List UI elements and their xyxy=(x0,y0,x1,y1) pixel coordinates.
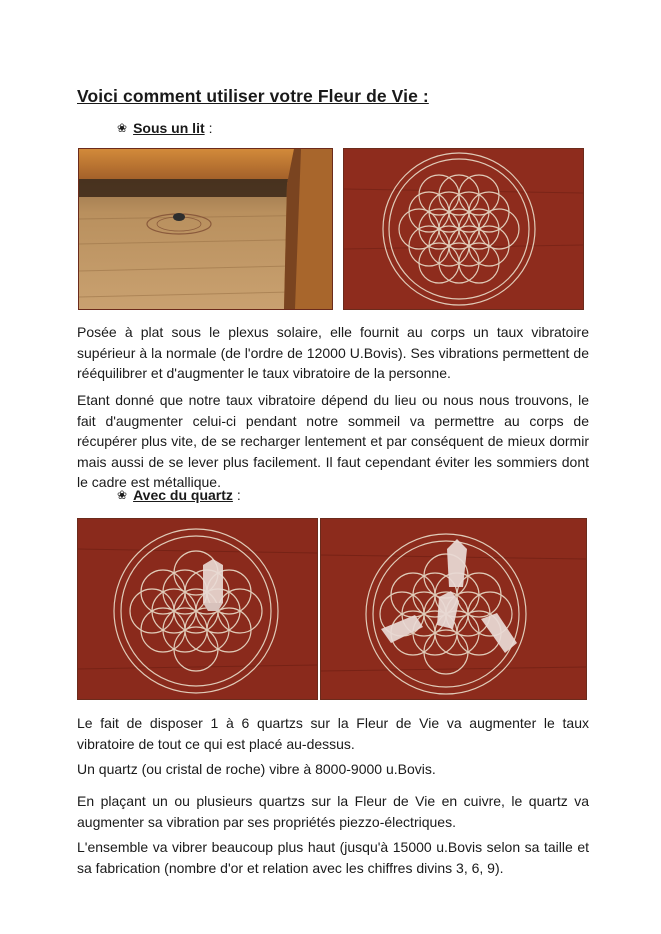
section-colon: : xyxy=(208,120,213,136)
flower-bullet-icon: ❀ xyxy=(117,121,128,135)
paragraph: Etant donné que notre taux vibratoire dépend du lieu ou nous nous trouvons, le fait d'augmenter celui-ci pendant notre sommeil va permettre au corps de récupérer plus vite, de se recharger lentement et par conséquent de mieux dormir mais aussi de se lever plus facilement. Il faut cependant éviter les sommiers dont le cadre est métallique. xyxy=(77,392,589,490)
paragraph: Le fait de disposer 1 à 6 quartzs sur la Fleur de Vie va augmenter le taux vibratoire de tout ce qui est placé au-dessus. xyxy=(77,715,589,752)
paragraph: L'ensemble va vibrer beaucoup plus haut (jusqu'à 15000 u.Bovis selon sa taille et sa fabrication (nombre d'or et relation avec les chiffres divins 3, 6, 9). xyxy=(77,839,589,876)
page-title: Voici comment utiliser votre Fleur de Vie : xyxy=(77,86,429,106)
photo-flower-of-life-closeup xyxy=(344,149,583,309)
flower-bullet-icon: ❀ xyxy=(117,488,128,502)
paragraph: Un quartz (ou cristal de roche) vibre à 8000-9000 u.Bovis. xyxy=(77,761,436,777)
photo-three-quartz xyxy=(321,519,586,699)
section-heading-sous-un-lit xyxy=(117,120,213,136)
section-heading-avec-du-quartz xyxy=(117,487,241,503)
photo-under-bed xyxy=(79,149,332,309)
section-colon: : xyxy=(236,487,241,503)
paragraph: En plaçant un ou plusieurs quartzs sur la Fleur de Vie en cuivre, le quartz va augmenter sa vibration par ses propriétés piezzo-électriques. xyxy=(77,793,589,830)
photo-single-quartz xyxy=(78,519,317,699)
section-label: Sous un lit xyxy=(133,120,205,136)
paragraph: Posée à plat sous le plexus solaire, elle fournit au corps un taux vibratoire supérieur à la normale (de l'ordre de 12000 U.Bovis). Ses vibrations permettent de rééquilibrer et d'augmenter le taux vibratoire de la personne. xyxy=(77,324,589,381)
section-label: Avec du quartz xyxy=(133,487,233,503)
